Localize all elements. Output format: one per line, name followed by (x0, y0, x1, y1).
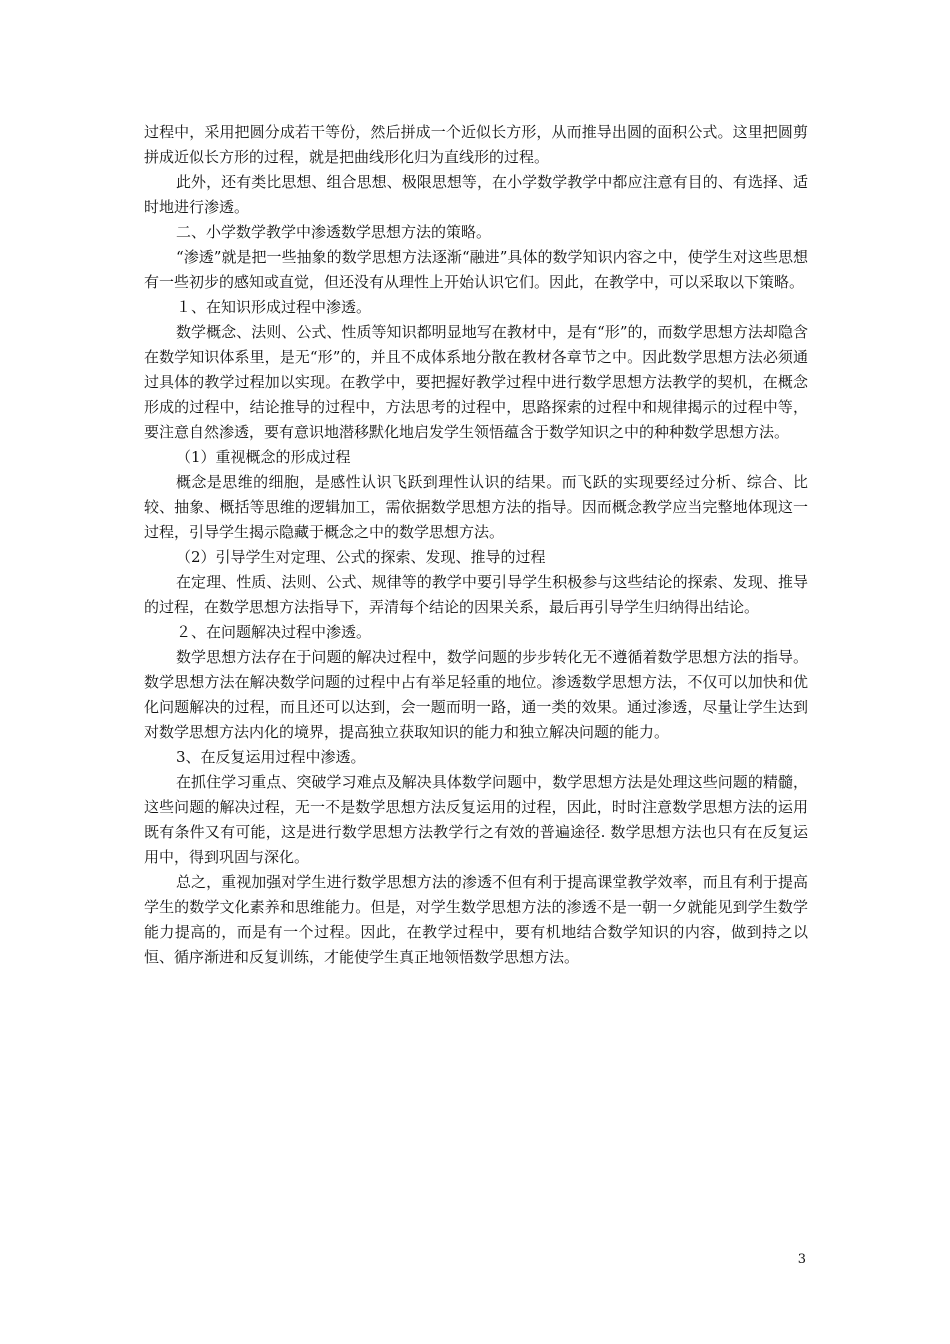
section-heading-strategies: 二、小学数学教学中渗透数学思想方法的策略。 (176, 223, 492, 241)
subheading-knowledge-formation: １、在知识形成过程中渗透。 (176, 298, 372, 316)
paragraph-concept-formation: 概念是思维的细胞，是感性认识飞跃到理性认识的结果。而飞跃的实现要经过分析、综合、比较、抽象、概括等思维的逻辑加工，需依据数学思想方法的指导。因而概念教学应当完整地体现这一过程，引导学生揭示隐藏于概念之中的数学思想方法。 (144, 473, 808, 541)
paragraph-repeated-use: 在抓住学习重点、突破学习难点及解决具体数学问题中，数学思想方法是处理这些问题的精髓，这些问题的解决过程，无一不是数学思想方法反复运用的过程，因此，时时注意数学思想方法的运用既有条件又有可能，这是进行数学思想方法教学行之有效的普遍途径. 数学思想方法也只有在反复运用中，得到巩固与深化。 (144, 773, 808, 866)
subheading-problem-solving: ２、在问题解决过程中渗透。 (176, 623, 372, 641)
paragraph-conclusion: 总之，重视加强对学生进行数学思想方法的渗透不但有利于提高课堂教学效率，而且有利于提高学生的数学文化素养和思维能力。但是，对学生数学思想方法的渗透不是一朝一夕就能见到学生数学能力提高的，而是有一个过程。因此，在教学过程中，要有机地结合数学知识的内容，做到持之以恒、循序渐进和反复训练，才能使学生真正地领悟数学思想方法。 (144, 873, 808, 966)
paragraph-theorem-exploration: 在定理、性质、法则、公式、规律等的教学中要引导学生积极参与这些结论的探索、发现、推导的过程，在数学思想方法指导下，弄清每个结论的因果关系，最后再引导学生归纳得出结论。 (144, 573, 808, 616)
paragraph-other-ideas: 此外，还有类比思想、组合思想、极限思想等，在小学数学教学中都应注意有目的、有选择、适时地进行渗透。 (144, 173, 808, 216)
paragraph-problem-solving: 数学思想方法存在于问题的解决过程中，数学问题的步步转化无不遵循着数学思想方法的指导。数学思想方法在解决数学问题的过程中占有举足轻重的地位。渗透数学思想方法，不仅可以加快和优化问题解决的过程，而且还可以达到，会一题而明一路，通一类的效果。通过渗透，尽量让学生达到对数学思想方法内化的境界，提高独立获取知识的能力和独立解决问题的能力。 (144, 648, 808, 741)
paragraph-penetration-definition: “渗透”就是把一些抽象的数学思想方法逐渐“融进”具体的数学知识内容之中，使学生对这些思想有一些初步的感知或直觉，但还没有从理性上开始认识它们。因此，在教学中，可以采取以下策略。 (144, 248, 808, 291)
document-body (144, 120, 808, 970)
subheading-repeated-use: 3、在反复运用过程中渗透。 (176, 748, 366, 766)
paragraph-knowledge-formation: 数学概念、法则、公式、性质等知识都明显地写在教材中，是有“形”的，而数学思想方法却隐含在数学知识体系里，是无“形”的，并且不成体系地分散在教材各章节之中。因此数学思想方法必须通过具体的教学过程加以实现。在教学中，要把握好教学过程中进行数学思想方法教学的契机，在概念形成的过程中，结论推导的过程中，方法思考的过程中，思路探索的过程中和规律揭示的过程中等，要注意自然渗透，要有意识地潜移默化地启发学生领悟蕴含于数学知识之中的种种数学思想方法。 (144, 323, 808, 441)
paragraph-continuation: 过程中，采用把圆分成若干等份，然后拼成一个近似长方形，从而推导出圆的面积公式。这里把圆剪拼成近似长方形的过程，就是把曲线形化归为直线形的过程。 (144, 123, 808, 166)
subheading-concept-formation: （1）重视概念的形成过程 (176, 448, 351, 466)
subheading-theorem-exploration: （2）引导学生对定理、公式的探索、发现、推导的过程 (176, 548, 546, 566)
page-number: 3 (797, 1252, 806, 1267)
